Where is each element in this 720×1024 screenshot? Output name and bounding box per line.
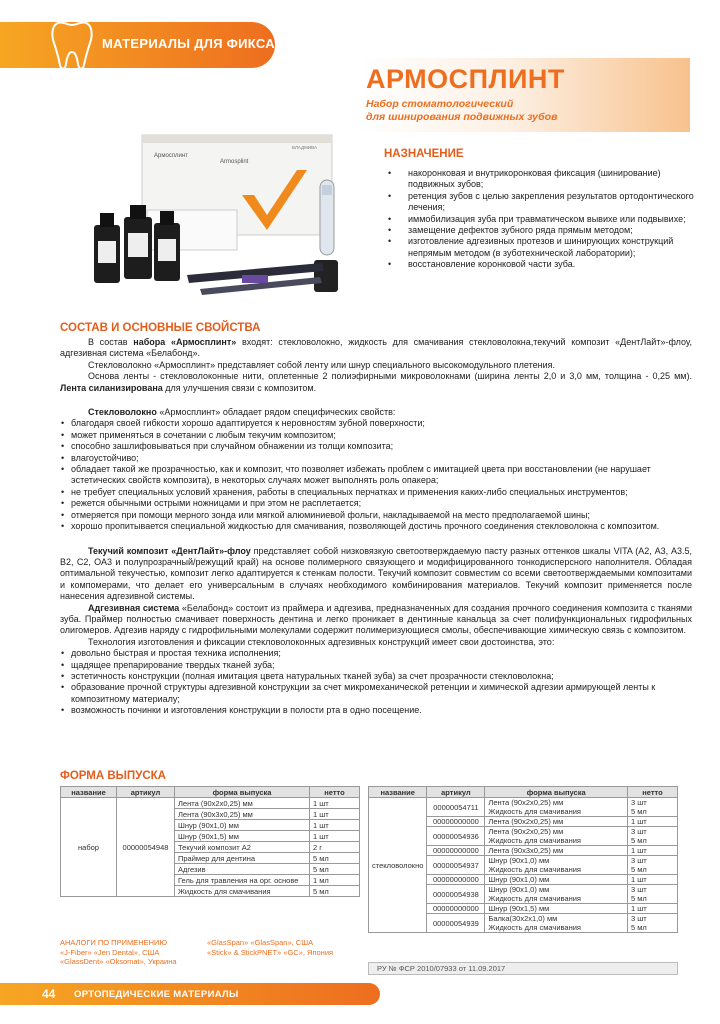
netto-line: 3 шт <box>631 914 647 923</box>
netto-cell <box>628 798 678 817</box>
col-header: форма выпуска <box>485 787 628 798</box>
text: представляет собой низковязкую светоотверждаемую пасту разных оттенков шкалы VITA (А2, А3, А3.5, В2, С2, ОА3 и полупрозрачный/режущий край) на основе полимерного связующего и модифицированного тонкодисперсного наполнителя. Обладая оптимальной текучестью, композит легко адаптируется к стенкам полости. Текучий композит совместим со всеми светоотверждаемыми композитами и компомерами, что делает его универсальным в случаях необходимого комбинирования материалов. Текучий композит применяется после нанесения адгезивной системы. <box>60 545 692 602</box>
form-cell <box>485 817 628 827</box>
col-header: нетто <box>310 787 360 798</box>
purpose-heading: НАЗНАЧЕНИЕ <box>384 148 464 160</box>
netto-cell: 2 г <box>310 842 360 853</box>
table-row <box>61 798 360 809</box>
form-cell <box>485 846 628 856</box>
netto-cell: 5 мл <box>310 864 360 875</box>
form-line: Лента (90х2х0,25) мм <box>488 817 564 826</box>
release-table-fiber <box>368 786 678 933</box>
list-item: • возможность починки и изготовления конструкции в полости рта в одно посещение. <box>60 705 692 716</box>
subtitle-line-1: Набор стоматологический <box>366 98 514 110</box>
form-line: Жидкость для смачивания <box>488 923 581 932</box>
purpose-item: • ретенция зубов с целью закрепления результатов ортодонтического лечения; <box>384 191 704 214</box>
form-line: Лента (90х3х0,25) мм <box>488 846 564 855</box>
form-line: Шнур (90х1,0) мм <box>488 875 550 884</box>
netto-cell <box>628 846 678 856</box>
article-cell: 00000000000 <box>427 875 485 885</box>
list-item: • не требует специальных условий хранения, работы в специальных перчатках и применения каких-либо специальных инструментов; <box>60 487 692 498</box>
netto-line: 5 мл <box>631 894 647 903</box>
analog-item: «J-Fiber» «Jen Dental», США <box>60 947 160 957</box>
form-line: Балка(30х2х1,0) мм <box>488 914 558 923</box>
article-cell: 00000054948 <box>117 798 175 897</box>
netto-line: 1 шт <box>631 817 647 826</box>
article-cell: 00000054937 <box>427 856 485 875</box>
bold-text: набора «Армосплинт» <box>133 337 237 347</box>
list-item: • благодаря своей гибкости хорошо адаптируется к неровностям зубной поверхности; <box>60 418 692 429</box>
form-line: Шнур (90х1,0) мм <box>488 885 550 894</box>
purpose-item: • изготовление адгезивных протезов и шинирующих конструкций непрямым методом (в зуботехнической лаборатории); <box>384 236 704 259</box>
release-table-kit <box>60 786 360 897</box>
form-line: Жидкость для смачивания <box>488 836 581 845</box>
netto-cell: 1 мл <box>310 875 360 886</box>
section-title: МАТЕРИАЛЫ ДЛЯ ФИКСАЦИИ <box>102 36 304 51</box>
form-line: Шнур (90х1,0) мм <box>488 856 550 865</box>
article-cell: 00000054938 <box>427 885 485 904</box>
text: «Армосплинт» обладает рядом специфических свойств: <box>156 407 396 418</box>
list-item: • образование прочной структуры адгезивной конструкции за счет микромеханической ретенции и химической адгезии армирующей ленты к композитному материалу; <box>60 682 692 705</box>
purpose-item: • замещение дефектов зубного ряда прямым методом; <box>384 225 704 236</box>
tooth-icon <box>48 15 96 73</box>
bold-text: Лента силанизирована <box>60 382 163 393</box>
netto-line: 3 шт <box>631 885 647 894</box>
form-cell: Шнур (90х1,0) мм <box>175 820 310 831</box>
col-header: нетто <box>628 787 678 798</box>
text: входят: стекловолокно, жидкость для смачивания стекловолокна,текучий композит «ДентЛайт»-флоу, адгезивная система «Белабонд». <box>60 337 693 359</box>
col-header: форма выпуска <box>175 787 310 798</box>
product-subtitle <box>366 98 557 124</box>
col-header: название <box>61 787 117 798</box>
col-header: название <box>369 787 427 798</box>
list-item: • влагоустойчиво; <box>60 453 692 464</box>
article-cell: 00000054711 <box>427 798 485 817</box>
netto-line: 1 шт <box>631 904 647 913</box>
form-line: Лента (90х2х0,25) мм <box>488 798 564 807</box>
analogs-left <box>60 938 177 967</box>
article-cell: 00000054939 <box>427 914 485 933</box>
col-header: артикул <box>427 787 485 798</box>
form-line: Лента (90х2х0,25) мм <box>488 827 564 836</box>
paragraph <box>60 546 692 603</box>
name-cell: стекловолокно <box>369 798 427 933</box>
purpose-item: • иммобилизация зуба при травматическом вывихе или подвывихе; <box>384 214 704 225</box>
analogs-title: АНАЛОГИ ПО ПРИМЕНЕНИЮ <box>60 938 168 947</box>
analog-item: «Stick» & StickPNET» «GC», Япония <box>207 947 334 957</box>
composition-text <box>60 337 692 717</box>
form-cell: Гель для травления на орг. основе <box>175 875 310 886</box>
bold-text: Стекловолокно <box>88 407 157 418</box>
netto-line: 3 шт <box>631 798 647 807</box>
page-number: 44 <box>42 987 56 1001</box>
netto-line: 1 шт <box>631 846 647 855</box>
netto-line: 5 мл <box>631 923 647 932</box>
netto-line: 5 мл <box>631 865 647 874</box>
article-cell: 00000000000 <box>427 846 485 856</box>
box-label: Армосплинт <box>154 153 188 159</box>
form-cell: Адгезив <box>175 864 310 875</box>
form-line: Шнур (90х1,5) мм <box>488 904 550 913</box>
netto-cell: 1 шт <box>310 809 360 820</box>
netto-line: 3 шт <box>631 827 647 836</box>
form-line: Жидкость для смачивания <box>488 894 581 903</box>
form-cell: Жидкость для смачивания <box>175 886 310 897</box>
form-cell <box>485 904 628 914</box>
footer-title: ОРТОПЕДИЧЕСКИЕ МАТЕРИАЛЫ <box>74 989 239 1000</box>
release-heading: ФОРМА ВЫПУСКА <box>60 770 166 782</box>
netto-cell <box>628 914 678 933</box>
analog-item: «GlassDent» «Oksomat», Украина <box>60 957 177 966</box>
netto-cell <box>628 827 678 846</box>
text: Основа ленты - стекловолоконные нити, оплетенные 2 полиэфирными микроволокнами (ширина ленты 2,0 и 3,0 мм, толщина - 0,25 мм). <box>88 371 692 382</box>
paragraph <box>60 337 692 360</box>
list-item: • режется обычными острыми ножницами и при этом не расплетается; <box>60 498 692 509</box>
form-cell <box>485 875 628 885</box>
fiber-properties-list <box>60 418 692 532</box>
form-cell <box>485 827 628 846</box>
list-item: • обладает такой же прозрачностью, как и композит, что позволяет избежать проблем с имитацией цвета при восстановлении (не нарушает эстетических свойств композита), в некоторых случаях может выполнять роль опакера; <box>60 464 692 487</box>
list-item: • хорошо пропитывается специальной жидкостью для смачивания, позволяющей достичь прочного соединения стекловолокна с композитом. <box>60 521 692 532</box>
form-cell: Лента (90х3х0,25) мм <box>175 809 310 820</box>
netto-cell <box>628 875 678 885</box>
list-item: • эстетичность конструкции (полная имитация цвета натуральных тканей зуба) за счет прозрачности стекловолокна; <box>60 671 692 682</box>
article-cell: 00000000000 <box>427 904 485 914</box>
netto-cell: 1 шт <box>310 798 360 809</box>
bold-text: Текучий композит «ДентЛайт»-флоу <box>88 545 251 556</box>
netto-cell <box>628 904 678 914</box>
list-item: • щадящее препарирование твердых тканей зуба; <box>60 660 692 671</box>
text: «Белабонд» состоит из праймера и адгезива, предназначенных для создания прочного соединения композита с тканями зуба. Праймер полностью смачивает поверхность дентина и легко проникает в дентинные канальца за счет полифункциональных гидрофильных олигомеров. Адгезив наряду с гидрофильными молекулами содержит полимеризующиеся смолы, обеспечивающие химическую связь с композитом. <box>60 602 692 636</box>
purpose-item: • восстановление коронковой части зуба. <box>384 259 704 270</box>
netto-cell <box>628 856 678 875</box>
netto-cell: 5 мл <box>310 886 360 897</box>
box-brand: ВЛАДМИВА <box>292 145 317 150</box>
netto-line: 3 шт <box>631 856 647 865</box>
bold-text: Адгезивная система <box>88 602 180 613</box>
subtitle-line-2: для шинирования подвижных зубов <box>366 111 558 123</box>
paragraph: Технология изготовления и фиксации стекловолоконных адгезивных конструкций имеет свои достоинства, это: <box>88 636 555 647</box>
purpose-list <box>384 168 704 271</box>
col-header: артикул <box>117 787 175 798</box>
article-cell: 00000054936 <box>427 827 485 846</box>
composition-heading: СОСТАВ И ОСНОВНЫЕ СВОЙСТВА <box>60 322 261 334</box>
product-photo <box>92 125 362 310</box>
netto-line: 5 мл <box>631 807 647 816</box>
name-cell: набор <box>61 798 117 897</box>
form-cell <box>485 856 628 875</box>
form-line: Жидкость для смачивания <box>488 865 581 874</box>
article-cell: 00000000000 <box>427 817 485 827</box>
analog-item: «GlasSpan» «GlasSpan», США <box>207 938 314 947</box>
form-cell: Текучий композит А2 <box>175 842 310 853</box>
registration-note: РУ № ФСР 2010/07933 от 11.09.2017 <box>368 962 678 975</box>
paragraph <box>60 407 692 418</box>
paragraph <box>60 371 692 394</box>
netto-cell: 5 мл <box>310 853 360 864</box>
table-row <box>369 798 678 817</box>
text: В состав <box>88 337 134 347</box>
netto-cell: 1 шт <box>310 831 360 842</box>
product-name: АРМОСПЛИНТ <box>366 64 565 94</box>
text: для улучшения связи с композитом. <box>162 382 317 393</box>
form-line: Жидкость для смачивания <box>488 807 581 816</box>
box-label-en: Armosplint <box>220 159 249 165</box>
form-cell: Лента (90х2х0,25) мм <box>175 798 310 809</box>
advantages-list <box>60 648 692 716</box>
form-cell: Праймер для дентина <box>175 853 310 864</box>
netto-line: 5 мл <box>631 836 647 845</box>
netto-line: 1 шт <box>631 875 647 884</box>
paragraph <box>60 603 692 637</box>
form-cell <box>485 914 628 933</box>
list-item: • отмеряется при помощи мерного зонда или мягкой алюминиевой фольги, накладываемой на место предполагаемой шины; <box>60 510 692 521</box>
netto-cell <box>628 885 678 904</box>
form-cell: Шнур (90х1,5) мм <box>175 831 310 842</box>
form-cell <box>485 885 628 904</box>
analogs-right <box>207 938 333 957</box>
list-item: • может применяться в сочетании с любым текучим композитом; <box>60 430 692 441</box>
list-item: • способно зашлифовываться при случайном обнажении из толщи композита; <box>60 441 692 452</box>
paragraph: Стекловолокно «Армосплинт» представляет собой ленту или шнур специального высокомодульного плетения. <box>88 359 556 370</box>
list-item: • довольно быстрая и простая техника исполнения; <box>60 648 692 659</box>
purpose-item: • накоронковая и внутрикоронковая фиксация (шинирование) подвижных зубов; <box>384 168 704 191</box>
netto-cell: 1 шт <box>310 820 360 831</box>
netto-cell <box>628 817 678 827</box>
form-cell <box>485 798 628 817</box>
